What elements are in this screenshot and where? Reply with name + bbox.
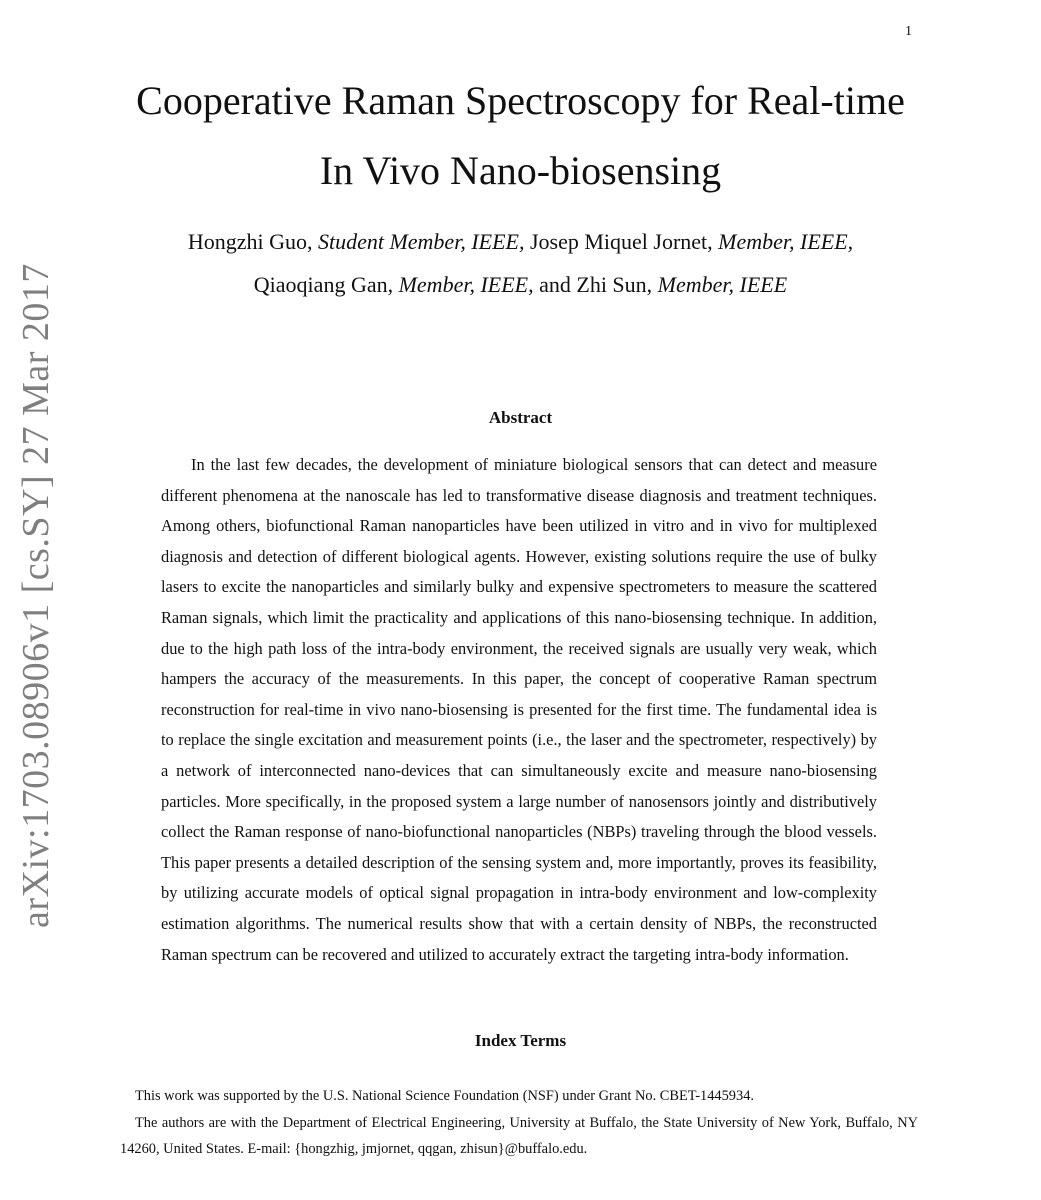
- author-affiliation: Member, IEEE,: [398, 272, 534, 297]
- footnotes: [120, 1083, 918, 1163]
- arxiv-identifier-stamp: arXiv:1703.08906v1 [cs.SY] 27 Mar 2017: [15, 263, 57, 928]
- index-terms-heading: Index Terms: [474, 1031, 567, 1050]
- author-name: Qiaoqiang Gan,: [253, 272, 394, 297]
- author-affiliation: Member, IEEE,: [718, 229, 854, 254]
- author-affiliation: Student Member, IEEE,: [317, 229, 525, 254]
- page-number: 1: [905, 24, 912, 39]
- author-name: Josep Miquel Jornet,: [529, 229, 713, 254]
- paper-title-line-1: Cooperative Raman Spectroscopy for Real-time: [136, 78, 905, 123]
- author-line-2: [0, 263, 1041, 306]
- author-name: and Zhi Sun,: [539, 272, 653, 297]
- author-line-1: [0, 220, 1041, 263]
- author-list: [0, 220, 1041, 306]
- affiliation-footnote: The authors are with the Department of Electrical Engineering, University at Buffalo, the State University of New York, Buffalo, NY 14260, United States. E-mail: {hongzhig, jmjornet, qqgan, zhisun}@buffalo.edu.: [120, 1114, 918, 1157]
- paper-title: [0, 66, 1041, 206]
- abstract-heading: Abstract: [488, 408, 553, 427]
- author-name: Hongzhi Guo,: [187, 229, 313, 254]
- abstract-text: In the last few decades, the development of miniature biological sensors that can detect and measure different phenomena at the nanoscale has led to transformative disease diagnosis and treatment techniques. Among others, biofunctional Raman nanoparticles have been utilized in vitro and in vivo for multiplexed diagnosis and detection of different biological agents. However, existing solutions require the use of bulky lasers to excite the nanoparticles and similarly bulky and expensive spectrometers to measure the scattered Raman signals, which limit the practicality and applications of this nano-biosensing technique. In addition, due to the high path loss of the intra-body environment, the received signals are usually very weak, which hampers the accuracy of the measurements. In this paper, the concept of cooperative Raman spectrum reconstruction for real-time in vivo nano-biosensing is presented for the first time. The fundamental idea is to replace the single excitation and measurement points (i.e., the laser and the spectrometer, respectively) by a network of interconnected nano-devices that can simultaneously excite and measure nano-biosensing particles. More specifically, in the proposed system a large number of nanosensors jointly and distributively collect the Raman response of nano-biofunctional nanoparticles (NBPs) traveling through the blood vessels. This paper presents a detailed description of the sensing system and, more importantly, proves its feasibility, by utilizing accurate models of optical signal propagation in intra-body environment and low-complexity estimation algorithms. The numerical results show that with a certain density of NBPs, the reconstructed Raman spectrum can be recovered and utilized to accurately extract the targeting intra-body information.: [161, 455, 877, 964]
- paper-title-line-2: In Vivo Nano-biosensing: [319, 148, 722, 193]
- author-affiliation: Member, IEEE: [657, 272, 788, 297]
- funding-footnote: This work was supported by the U.S. National Science Foundation (NSF) under Grant No. CBET-1445934.: [135, 1088, 754, 1104]
